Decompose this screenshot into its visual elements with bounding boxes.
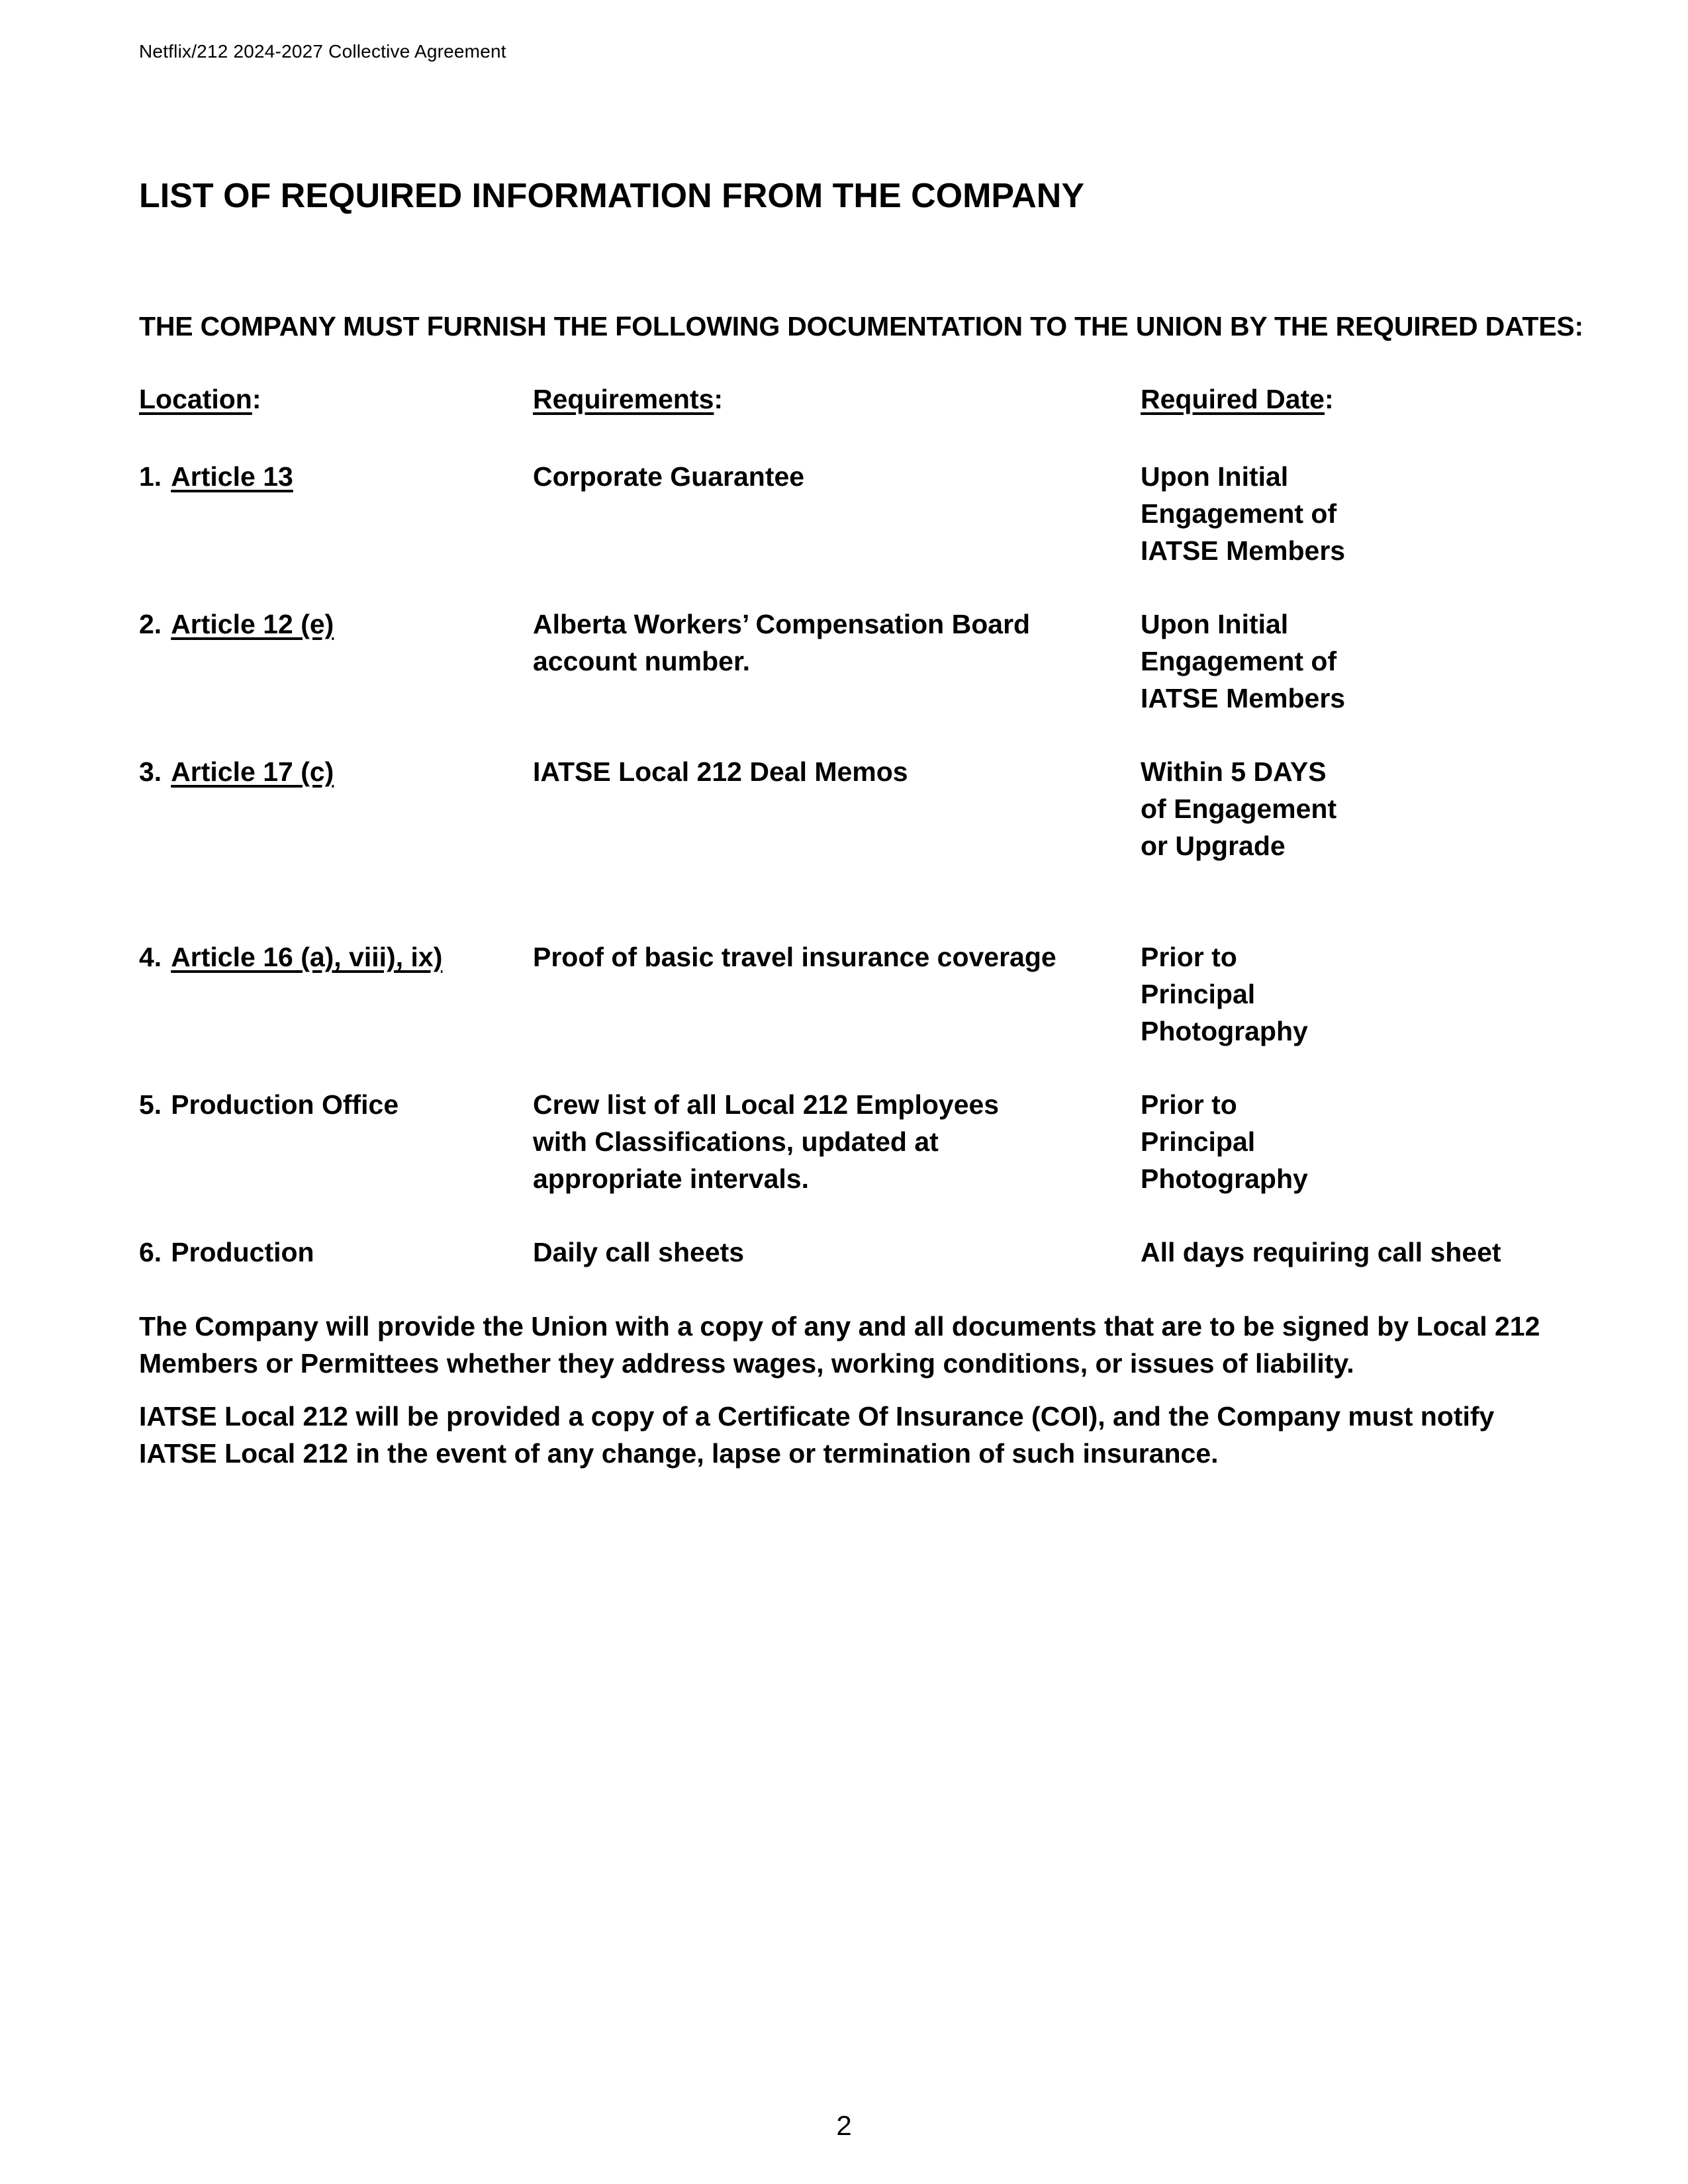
requirement-line: account number. (533, 646, 751, 676)
article-reference-link[interactable]: Article 16 (a), viii), ix) (171, 942, 443, 972)
required-date-line: All days requiring call sheet (1141, 1237, 1501, 1267)
column-header-required-date: Required Date: (1141, 384, 1334, 414)
table-row (139, 458, 1562, 590)
article-reference-link[interactable]: Article 13 (171, 461, 293, 492)
required-date-cell (1141, 606, 1345, 717)
requirement-line: with Classifications, updated at (533, 1126, 939, 1157)
location-cell (139, 753, 334, 790)
requirement-line: Corporate Guarantee (533, 461, 805, 492)
required-date-line: Principal (1141, 979, 1256, 1009)
table-row (139, 606, 1562, 738)
table-row (139, 753, 1562, 886)
requirement-cell (533, 938, 1056, 976)
location-text: Production (171, 1237, 314, 1267)
requirement-line: appropriate intervals. (533, 1163, 809, 1194)
required-date-line: Photography (1141, 1163, 1308, 1194)
requirement-line: Crew list of all Local 212 Employees (533, 1089, 1000, 1120)
location-cell (139, 1086, 399, 1123)
item-number: 5. (139, 1089, 162, 1120)
requirement-line: Alberta Workers’ Compensation Board (533, 609, 1031, 639)
paragraph-insurance: IATSE Local 212 will be provided a copy of a Certificate Of Insurance (COI), and the Company must notify IATSE Local 212 in the event of any change, lapse or termination of such insurance. (139, 1401, 1495, 1469)
running-header: Netflix/212 2024-2027 Collective Agreement (139, 41, 506, 62)
required-date-cell (1141, 938, 1308, 1050)
required-date-line: Prior to (1141, 1089, 1237, 1120)
requirement-line: Proof of basic travel insurance coverage (533, 942, 1056, 972)
column-header-location: Location: (139, 384, 261, 414)
location-cell (139, 606, 334, 643)
required-date-line: Engagement of (1141, 646, 1337, 676)
required-date-line: Upon Initial (1141, 461, 1289, 492)
required-date-line: Prior to (1141, 942, 1237, 972)
required-date-line: or Upgrade (1141, 831, 1286, 861)
requirement-cell (533, 458, 804, 495)
table-row (139, 1086, 1562, 1218)
required-date-line: IATSE Members (1141, 683, 1346, 713)
requirement-cell (533, 606, 1030, 680)
table-row (139, 938, 1562, 1071)
requirement-cell (533, 753, 908, 790)
item-number: 2. (139, 609, 162, 639)
item-number: 1. (139, 461, 162, 492)
item-number: 3. (139, 756, 162, 787)
required-date-line: IATSE Members (1141, 535, 1346, 566)
required-date-line: Within 5 DAYS (1141, 756, 1327, 787)
requirement-cell (533, 1086, 999, 1197)
page-number: 2 (836, 2110, 852, 2141)
location-text: Production Office (171, 1089, 399, 1120)
required-date-line: Upon Initial (1141, 609, 1289, 639)
required-date-line: Photography (1141, 1016, 1308, 1046)
page-title: LIST OF REQUIRED INFORMATION FROM THE COMPANY (139, 177, 1085, 215)
required-date-cell (1141, 458, 1345, 569)
required-date-line: Principal (1141, 1126, 1256, 1157)
item-number: 6. (139, 1237, 162, 1267)
location-cell (139, 938, 442, 976)
required-date-cell (1141, 1234, 1501, 1271)
requirement-line: IATSE Local 212 Deal Memos (533, 756, 908, 787)
requirement-line: Daily call sheets (533, 1237, 745, 1267)
required-date-line: Engagement of (1141, 498, 1337, 529)
required-date-cell (1141, 1086, 1308, 1197)
location-cell (139, 458, 293, 495)
column-header-requirements: Requirements: (533, 384, 724, 414)
item-number: 4. (139, 942, 162, 972)
location-cell (139, 1234, 314, 1271)
article-reference-link[interactable]: Article 12 (e) (171, 609, 334, 639)
required-date-cell (1141, 753, 1336, 864)
paragraph-documents: The Company will provide the Union with a copy of any and all documents that are to be signed by Local 212 Members or Permittees whether they address wages, working conditions, or issues of liability. (139, 1311, 1540, 1379)
instruction-heading: THE COMPANY MUST FURNISH THE FOLLOWING DOCUMENTATION TO THE UNION BY THE REQUIRED DATES: (139, 311, 1583, 341)
required-date-line: of Engagement (1141, 794, 1337, 824)
article-reference-link[interactable]: Article 17 (c) (171, 756, 334, 787)
requirement-cell (533, 1234, 744, 1271)
